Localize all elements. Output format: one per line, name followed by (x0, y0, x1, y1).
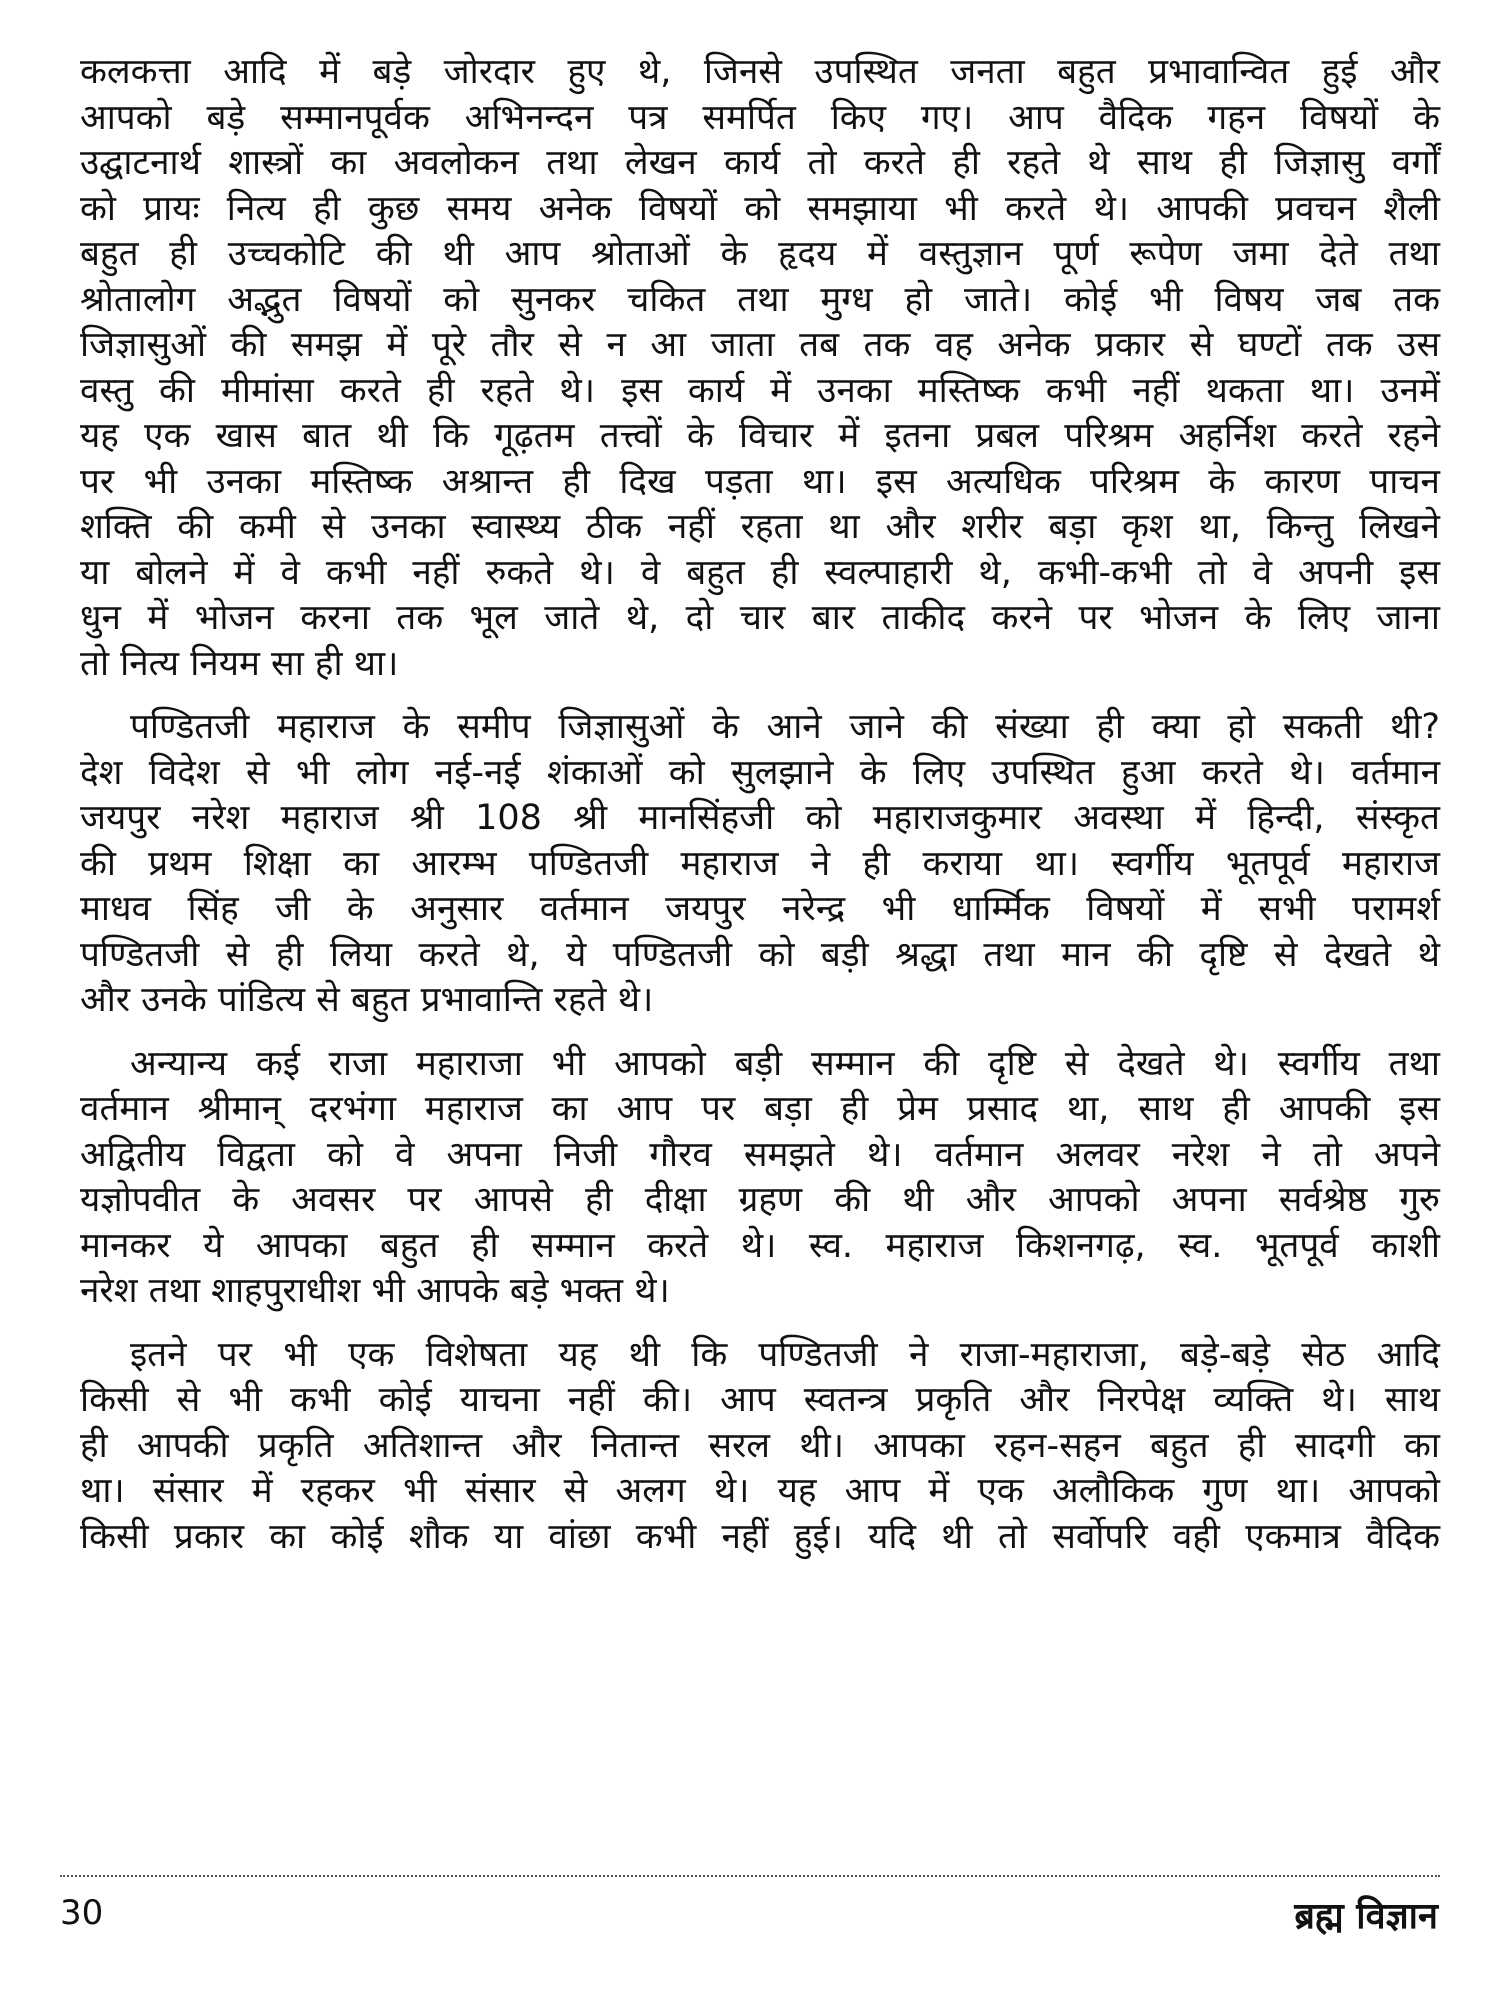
text-line: तो नित्य नियम सा ही था। (80, 643, 399, 684)
text-line: धुन में भोजन करना तक भूल जाते थे, दो चार बार ताकीद करने पर भोजन के लिए जाना (80, 598, 1440, 638)
text-line: आपको बड़े सम्मानपूर्वक अभिनन्दन पत्र समर्पित किए गए। आप वैदिक गहन विषयों के (80, 97, 1440, 138)
text-line: और उनके पांडित्य से बहुत प्रभावान्ति रहते थे। (80, 980, 654, 1020)
text-line: उद्घाटनार्थ शास्त्रों का अवलोकन तथा लेखन कार्य तो करते ही रहते थे साथ ही जिज्ञासु वर्गों (80, 143, 1440, 183)
text-line: अन्यान्य कई राजा महाराजा भी आपको बड़ी सम्मान की दृष्टि से देखते थे। स्वर्गीय तथा (130, 1043, 1440, 1084)
text-line: माधव सिंह जी के अनुसार वर्तमान जयपुर नरेन्द्र भी धार्म्मिक विषयों में सभी परामर्श (80, 889, 1440, 929)
text-line: मानकर ये आपका बहुत ही सम्मान करते थे। स्व. महाराज किशनगढ़, स्व. भूतपूर्व काशी (80, 1225, 1441, 1266)
paragraph (80, 705, 1440, 1024)
running-title: ब्रह्म विज्ञान (1294, 1896, 1438, 1937)
text-line: देश विदेश से भी लोग नई-नई शंकाओं को सुलझाने के लिए उपस्थित हुआ करते थे। वर्तमान (80, 752, 1440, 793)
text-line: नरेश तथा शाहपुराधीश भी आपके बड़े भक्त थे। (80, 1271, 670, 1311)
text-line: जिज्ञासुओं की समझ में पूरे तौर से न आ जाता तब तक वह अनेक प्रकार से घण्टों तक उस (80, 325, 1440, 365)
text-line: श्रोतालोग अद्भुत विषयों को सुनकर चकित तथा मुग्ध हो जाते। कोई भी विषय जब तक (80, 279, 1440, 320)
text-line: या बोलने में वे कभी नहीं रुकते थे। वे बहुत ही स्वल्पाहारी थे, कभी-कभी तो वे अपनी इस (80, 552, 1440, 593)
text-line: पर भी उनका मस्तिष्क अश्रान्त ही दिख पड़ता था। इस अत्यधिक परिश्रम के कारण पाचन (80, 461, 1440, 502)
text-line: शक्ति की कमी से उनका स्वास्थ्य ठीक नहीं रहता था और शरीर बड़ा कृश था, किन्तु लिखने (80, 507, 1440, 547)
text-line: बहुत ही उच्चकोटि की थी आप श्रोताओं के हृदय में वस्तुज्ञान पूर्ण रूपेण जमा देते तथा (80, 234, 1440, 274)
text-line: पण्डितजी महाराज के समीप जिज्ञासुओं के आने जाने की संख्या ही क्या हो सकती थी? (130, 707, 1440, 747)
text-line: पण्डितजी से ही लिया करते थे, ये पण्डितजी को बड़ी श्रद्धा तथा मान की दृष्टि से देखते थे (80, 934, 1440, 975)
paragraph (80, 1333, 1440, 1561)
footer-divider (60, 1875, 1440, 1877)
paragraph (80, 1042, 1440, 1315)
body-text (80, 50, 1440, 1578)
text-line: वस्तु की मीमांसा करते ही रहते थे। इस कार्य में उनका मस्तिष्क कभी नहीं थकता था। उनमें (80, 370, 1440, 411)
text-line: यह एक खास बात थी कि गूढ़तम तत्त्वों के विचार में इतना प्रबल परिश्रम अहर्निश करते रहने (80, 416, 1440, 456)
text-line: जयपुर नरेश महाराज श्री 108 श्री मानसिंहजी को महाराजकुमार अवस्था में हिन्दी, संस्कृत (80, 798, 1440, 838)
text-line: ही आपकी प्रकृति अतिशान्त और नितान्त सरल थी। आपका रहन-सहन बहुत ही सादगी का (80, 1425, 1440, 1466)
text-line: की प्रथम शिक्षा का आरम्भ पण्डितजी महाराज ने ही कराया था। स्वर्गीय भूतपूर्व महाराज (80, 843, 1440, 884)
text-line: कलकत्ता आदि में बड़े जोरदार हुए थे, जिनसे उपस्थित जनता बहुत प्रभावान्वित हुई और (80, 52, 1440, 92)
text-line: यज्ञोपवीत के अवसर पर आपसे ही दीक्षा ग्रहण की थी और आपको अपना सर्वश्रेष्ठ गुरु (80, 1180, 1440, 1220)
text-line: किसी प्रकार का कोई शौक या वांछा कभी नहीं हुई। यदि थी तो सर्वोपरि वही एकमात्र वैदिक (80, 1516, 1440, 1557)
text-line: को प्रायः नित्य ही कुछ समय अनेक विषयों को समझाया भी करते थे। आपकी प्रवचन शैली (80, 188, 1440, 229)
text-line: किसी से भी कभी कोई याचना नहीं की। आप स्वतन्त्र प्रकृति और निरपेक्ष व्यक्ति थे। साथ (80, 1380, 1440, 1420)
paragraph (80, 50, 1440, 687)
page-number: 30 (60, 1893, 104, 1933)
text-line: अद्वितीय विद्वता को वे अपना निजी गौरव समझते थे। वर्तमान अलवर नरेश ने तो अपने (80, 1134, 1440, 1175)
text-line: था। संसार में रहकर भी संसार से अलग थे। यह आप में एक अलौकिक गुण था। आपको (80, 1471, 1440, 1511)
text-line: वर्तमान श्रीमान् दरभंगा महाराज का आप पर बड़ा ही प्रेम प्रसाद था, साथ ही आपकी इस (80, 1089, 1440, 1129)
text-line: इतने पर भी एक विशेषता यह थी कि पण्डितजी ने राजा-महाराजा, बड़े-बड़े सेठ आदि (130, 1334, 1440, 1375)
